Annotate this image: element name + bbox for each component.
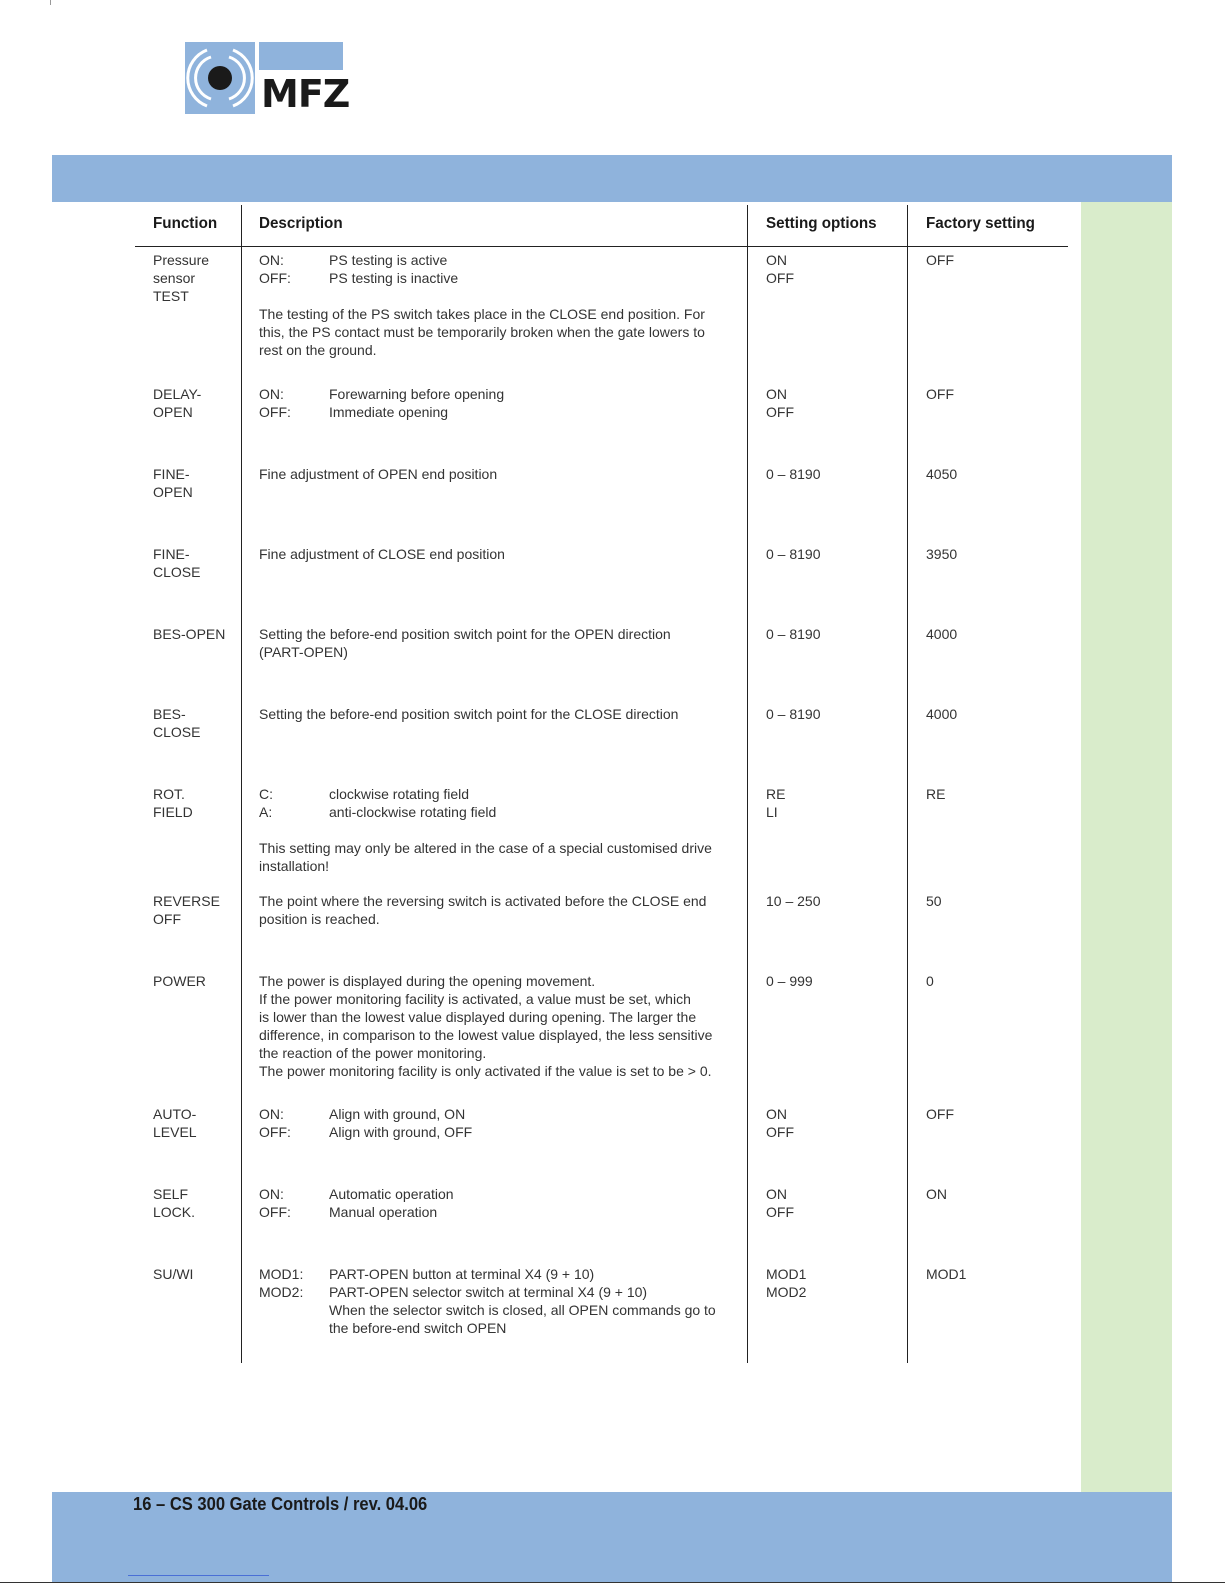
description-line: difference, in comparison to the lowest value displayed, the less sensitive	[259, 1027, 713, 1043]
description-line: The power is displayed during the opening movement.	[259, 973, 596, 989]
function-line: FIELD	[153, 804, 193, 820]
function-name	[153, 1265, 193, 1283]
option-line	[259, 1283, 739, 1301]
function-name	[153, 892, 220, 928]
description	[259, 1185, 739, 1221]
factory-setting: RE	[926, 786, 946, 802]
function-name	[153, 705, 200, 741]
description	[259, 385, 739, 421]
page-bottom-rule	[0, 1582, 1225, 1583]
function-name	[153, 385, 201, 421]
factory-setting: 4000	[926, 706, 958, 722]
setting-options	[766, 625, 821, 643]
factory-setting: 50	[926, 893, 942, 909]
option-text: Manual operation	[329, 1204, 438, 1220]
option-key: ON:	[259, 386, 284, 402]
option-text: Align with ground, ON	[329, 1106, 466, 1122]
option-text: PART-OPEN button at terminal X4 (9 + 10)	[329, 1266, 595, 1282]
setting-options	[766, 1185, 794, 1221]
header-factory-setting: Factory setting	[926, 215, 1035, 232]
setting-option: MOD1	[766, 1266, 807, 1282]
option-line	[259, 1123, 739, 1141]
setting-option: LI	[766, 804, 778, 820]
option-text: the before-end switch OPEN	[329, 1320, 507, 1336]
setting-options	[766, 705, 821, 723]
setting-options	[766, 465, 821, 483]
function-line: BES-	[153, 706, 186, 722]
footer-link-line	[128, 1575, 269, 1576]
factory-setting: OFF	[926, 252, 954, 268]
function-name	[153, 465, 193, 501]
function-name	[153, 625, 225, 643]
option-text: PS testing is active	[329, 252, 448, 268]
option-text: When the selector switch is closed, all OPEN commands go to	[329, 1302, 716, 1318]
column-divider	[241, 205, 242, 1363]
option-key: ON:	[259, 252, 284, 268]
setting-options	[766, 892, 821, 910]
option-key: OFF:	[259, 1124, 291, 1140]
function-line: POWER	[153, 973, 206, 989]
option-line	[259, 403, 739, 421]
function-name	[153, 1185, 195, 1221]
option-line	[259, 1319, 739, 1337]
description-line: Setting the before-end position switch point for the OPEN direction	[259, 626, 671, 642]
setting-option: RE	[766, 786, 786, 802]
setting-option: ON	[766, 386, 787, 402]
setting-options	[766, 972, 813, 990]
footer-text: 16 – CS 300 Gate Controls / rev. 04.06	[133, 1494, 428, 1514]
setting-option: ON	[766, 1186, 787, 1202]
option-line	[259, 269, 739, 287]
setting-options	[766, 251, 794, 287]
description-line: Fine adjustment of CLOSE end position	[259, 546, 505, 562]
factory-setting: 4000	[926, 626, 958, 642]
header-description: Description	[259, 215, 343, 232]
function-line: LOCK.	[153, 1204, 196, 1220]
option-text: Immediate opening	[329, 404, 449, 420]
factory-setting: ON	[926, 1186, 947, 1202]
setting-options	[766, 1265, 806, 1301]
function-name	[153, 1105, 197, 1141]
function-name	[153, 251, 209, 305]
factory-setting: OFF	[926, 1106, 954, 1122]
option-line	[259, 1185, 739, 1203]
function-name	[153, 972, 206, 990]
description-line: (PART-OPEN)	[259, 644, 348, 660]
option-key: OFF:	[259, 1204, 291, 1220]
description	[259, 705, 739, 723]
function-line: SELF	[153, 1186, 189, 1202]
option-key: ON:	[259, 1106, 284, 1122]
option-text: Automatic operation	[329, 1186, 454, 1202]
function-line: TEST	[153, 288, 189, 304]
logo-text: MFZ	[261, 72, 350, 116]
factory-setting: 4050	[926, 466, 958, 482]
function-line: FINE-	[153, 466, 190, 482]
option-key	[259, 1301, 329, 1319]
option-line	[259, 1203, 739, 1221]
option-line	[259, 1301, 739, 1319]
description-line: Setting the before-end position switch point for the CLOSE direction	[259, 706, 679, 722]
option-key: OFF:	[259, 270, 291, 286]
setting-option: 0 – 8190	[766, 466, 821, 482]
option-line	[259, 785, 739, 803]
option-key: MOD1:	[259, 1266, 304, 1282]
header-function: Function	[153, 215, 218, 232]
corner-mark	[50, 0, 51, 5]
function-name	[153, 785, 193, 821]
function-line: Pressure	[153, 252, 210, 268]
column-divider	[747, 205, 748, 1363]
setting-options	[766, 785, 785, 821]
option-key: ON:	[259, 1186, 284, 1202]
option-key: MOD2:	[259, 1284, 304, 1300]
function-line: FINE-	[153, 546, 190, 562]
factory-setting: OFF	[926, 386, 954, 402]
setting-option: 10 – 250	[766, 893, 821, 909]
description-line: Fine adjustment of OPEN end position	[259, 466, 498, 482]
description-note	[259, 305, 739, 359]
option-key: OFF:	[259, 404, 291, 420]
function-line: OPEN	[153, 404, 193, 420]
mfz-logo	[185, 42, 350, 116]
function-name	[153, 545, 200, 581]
option-text: Align with ground, OFF	[329, 1124, 473, 1140]
setting-option: OFF	[766, 404, 794, 420]
option-text: PART-OPEN selector switch at terminal X4 (9 + 10)	[329, 1284, 648, 1300]
function-line: CLOSE	[153, 564, 201, 580]
function-line: sensor	[153, 270, 196, 286]
header-setting-options: Setting options	[766, 215, 877, 232]
description-line: The power monitoring facility is only activated if the value is set to be > 0.	[259, 1063, 712, 1079]
description	[259, 1105, 739, 1141]
function-line: LEVEL	[153, 1124, 197, 1140]
description	[259, 465, 739, 483]
option-key	[259, 1319, 329, 1337]
description	[259, 892, 739, 928]
header-band	[52, 155, 1172, 202]
setting-option: OFF	[766, 270, 794, 286]
function-line: DELAY-	[153, 386, 202, 402]
note-line: rest on the ground.	[259, 342, 377, 358]
setting-option: MOD2	[766, 1284, 807, 1300]
note-line: installation!	[259, 858, 330, 874]
function-line: AUTO-	[153, 1106, 197, 1122]
description	[259, 251, 739, 359]
option-line	[259, 1265, 739, 1283]
description-line: is lower than the lowest value displayed during opening. The larger the	[259, 1009, 697, 1025]
column-divider	[907, 205, 908, 1363]
option-line	[259, 385, 739, 403]
setting-option: ON	[766, 1106, 787, 1122]
option-line	[259, 251, 739, 269]
description	[259, 1265, 739, 1337]
setting-options	[766, 545, 821, 563]
description	[259, 545, 739, 563]
option-key: A:	[259, 804, 273, 820]
option-text: clockwise rotating field	[329, 786, 470, 802]
function-line: CLOSE	[153, 724, 201, 740]
setting-option: OFF	[766, 1204, 794, 1220]
function-line: OPEN	[153, 484, 193, 500]
factory-setting: MOD1	[926, 1266, 967, 1282]
factory-setting: 0	[926, 973, 934, 989]
description-line: position is reached.	[259, 911, 380, 927]
setting-option: 0 – 999	[766, 973, 813, 989]
option-line	[259, 1105, 739, 1123]
option-text: PS testing is inactive	[329, 270, 459, 286]
function-line: BES-OPEN	[153, 626, 226, 642]
function-line: REVERSE	[153, 893, 220, 909]
option-line	[259, 803, 739, 821]
note-line: The testing of the PS switch takes place in the CLOSE end position. For	[259, 306, 705, 322]
signal-icon	[185, 42, 255, 114]
setting-option: 0 – 8190	[766, 626, 821, 642]
side-band	[1081, 202, 1172, 1492]
description-line: If the power monitoring facility is activated, a value must be set, which	[259, 991, 691, 1007]
note-line: This setting may only be altered in the case of a special customised drive	[259, 840, 712, 856]
setting-option: 0 – 8190	[766, 546, 821, 562]
option-key: C:	[259, 786, 273, 802]
description	[259, 972, 739, 1080]
description-note	[259, 839, 739, 875]
description	[259, 785, 739, 875]
factory-setting: 3950	[926, 546, 958, 562]
note-line: this, the PS contact must be temporarily broken when the gate lowers to	[259, 324, 705, 340]
description-line: the reaction of the power monitoring.	[259, 1045, 487, 1061]
description	[259, 625, 739, 661]
option-text: anti-clockwise rotating field	[329, 804, 497, 820]
function-line: ROT.	[153, 786, 185, 802]
setting-option: ON	[766, 252, 787, 268]
setting-option: OFF	[766, 1124, 794, 1140]
setting-options	[766, 385, 794, 421]
setting-option: 0 – 8190	[766, 706, 821, 722]
setting-options	[766, 1105, 794, 1141]
description-line: The point where the reversing switch is activated before the CLOSE end	[259, 893, 707, 909]
function-line: OFF	[153, 911, 181, 927]
function-line: SU/WI	[153, 1266, 194, 1282]
logo-bar	[259, 42, 343, 70]
option-text: Forewarning before opening	[329, 386, 505, 402]
header-rule	[135, 246, 1068, 247]
